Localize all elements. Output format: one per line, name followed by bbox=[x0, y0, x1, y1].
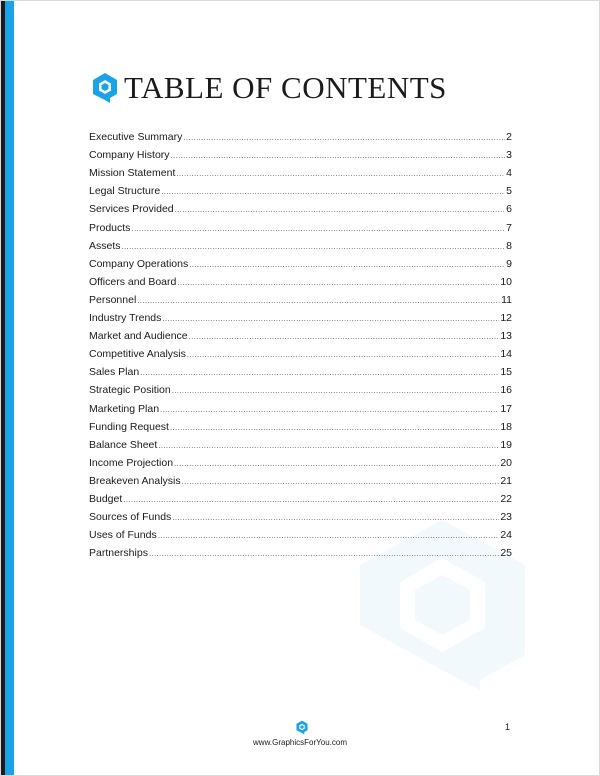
toc-entry[interactable] bbox=[89, 434, 512, 452]
toc-dot-leader bbox=[182, 476, 500, 488]
toc-entry[interactable] bbox=[89, 180, 512, 198]
toc-entry[interactable] bbox=[89, 343, 512, 361]
toc-entry-page-number: 3 bbox=[506, 149, 512, 162]
page-number: 1 bbox=[505, 722, 511, 732]
toc-dot-leader bbox=[160, 404, 499, 416]
toc-dot-leader bbox=[131, 223, 505, 235]
toc-entry[interactable] bbox=[89, 162, 512, 180]
toc-entry-page-number: 23 bbox=[500, 511, 512, 524]
toc-entry-label: Personnel bbox=[89, 293, 137, 306]
toc-entry[interactable] bbox=[89, 253, 512, 271]
toc-entry[interactable] bbox=[89, 452, 512, 470]
toc-dot-leader bbox=[172, 512, 499, 524]
left-edge-blue-stripe bbox=[5, 1, 14, 775]
toc-entry[interactable] bbox=[89, 506, 512, 524]
toc-entry[interactable] bbox=[89, 271, 512, 289]
toc-entry-label: Partnerships bbox=[89, 547, 148, 560]
toc-entry-page-number: 24 bbox=[500, 529, 512, 542]
toc-entry[interactable] bbox=[89, 235, 512, 253]
toc-dot-leader bbox=[175, 204, 506, 216]
toc-entry[interactable] bbox=[89, 307, 512, 325]
toc-entry-page-number: 16 bbox=[500, 384, 512, 397]
toc-entry-page-number: 13 bbox=[500, 330, 512, 343]
toc-entry-page-number: 6 bbox=[506, 203, 512, 216]
toc-entry-page-number: 15 bbox=[500, 366, 512, 379]
toc-entry-page-number: 5 bbox=[506, 185, 512, 198]
footer-website-url[interactable]: www.GraphicsForYou.com bbox=[253, 738, 347, 747]
toc-dot-leader bbox=[137, 295, 500, 307]
toc-entry-label: Executive Summary bbox=[89, 131, 183, 144]
toc-dot-leader bbox=[187, 349, 499, 361]
toc-entry[interactable] bbox=[89, 488, 512, 506]
toc-entry-label: Services Provided bbox=[89, 203, 174, 216]
toc-entry-page-number: 2 bbox=[506, 131, 512, 144]
toc-dot-leader bbox=[176, 168, 505, 180]
toc-entry[interactable] bbox=[89, 216, 512, 234]
toc-dot-leader bbox=[162, 313, 499, 325]
toc-entry[interactable] bbox=[89, 397, 512, 415]
toc-entry-page-number: 14 bbox=[500, 348, 512, 361]
toc-entry-page-number: 10 bbox=[500, 275, 512, 288]
toc-entry[interactable] bbox=[89, 198, 512, 216]
toc-entry-label: Budget bbox=[89, 492, 123, 505]
toc-entry[interactable] bbox=[89, 144, 512, 162]
toc-dot-leader bbox=[123, 494, 499, 506]
toc-entry-label: Assets bbox=[89, 239, 121, 252]
toc-dot-leader bbox=[189, 259, 505, 271]
toc-entry-label: Officers and Board bbox=[89, 275, 177, 288]
toc-entry-label: Income Projection bbox=[89, 456, 174, 469]
toc-dot-leader bbox=[170, 422, 499, 434]
toc-entry[interactable] bbox=[89, 470, 512, 488]
toc-dot-leader bbox=[149, 548, 499, 560]
toc-entry[interactable] bbox=[89, 416, 512, 434]
toc-entry-label: Marketing Plan bbox=[89, 402, 160, 415]
page-title: TABLE OF CONTENTS bbox=[124, 70, 447, 105]
toc-entry[interactable] bbox=[89, 325, 512, 343]
toc-entry-page-number: 7 bbox=[506, 221, 512, 234]
toc-dot-leader bbox=[158, 530, 500, 542]
toc-entry-page-number: 21 bbox=[500, 474, 512, 487]
toc-entry-page-number: 18 bbox=[500, 420, 512, 433]
toc-entry-label: Company History bbox=[89, 149, 170, 162]
hexagon-cube-logo-icon bbox=[92, 72, 118, 104]
toc-dot-leader bbox=[189, 331, 500, 343]
toc-entry-label: Sources of Funds bbox=[89, 511, 172, 524]
toc-dot-leader bbox=[174, 458, 499, 470]
toc-dot-leader bbox=[172, 385, 500, 397]
toc-entry-label: Competitive Analysis bbox=[89, 348, 186, 361]
toc-entry-label: Balance Sheet bbox=[89, 438, 158, 451]
footer-logo-icon bbox=[296, 720, 308, 735]
toc-entry[interactable] bbox=[89, 126, 512, 144]
toc-dot-leader bbox=[161, 186, 505, 198]
toc-entry-label: Legal Structure bbox=[89, 185, 161, 198]
toc-entry[interactable] bbox=[89, 379, 512, 397]
toc-entry-page-number: 25 bbox=[500, 547, 512, 560]
toc-dot-leader bbox=[171, 150, 506, 162]
toc-entry-label: Breakeven Analysis bbox=[89, 474, 181, 487]
toc-entry[interactable] bbox=[89, 542, 512, 560]
toc-entry-label: Uses of Funds bbox=[89, 529, 157, 542]
toc-entry-page-number: 8 bbox=[506, 239, 512, 252]
toc-entry-page-number: 22 bbox=[500, 492, 512, 505]
toc-entry-label: Funding Request bbox=[89, 420, 169, 433]
toc-entry-label: Products bbox=[89, 221, 131, 234]
toc-entry-page-number: 12 bbox=[500, 312, 512, 325]
toc-entry-label: Mission Statement bbox=[89, 167, 176, 180]
toc-entry-page-number: 19 bbox=[500, 438, 512, 451]
toc-entry-page-number: 11 bbox=[501, 293, 512, 306]
toc-dot-leader bbox=[158, 440, 499, 452]
toc-entry-label: Sales Plan bbox=[89, 366, 140, 379]
toc-entry-page-number: 17 bbox=[500, 402, 512, 415]
toc-dot-leader bbox=[140, 367, 499, 379]
toc-entry-label: Industry Trends bbox=[89, 312, 162, 325]
toc-dot-leader bbox=[122, 241, 506, 253]
toc-entry-page-number: 4 bbox=[506, 167, 512, 180]
toc-entry-page-number: 9 bbox=[506, 257, 512, 270]
toc-entry[interactable] bbox=[89, 361, 512, 379]
toc-dot-leader bbox=[177, 277, 499, 289]
toc-entry[interactable] bbox=[89, 524, 512, 542]
toc-entry-label: Strategic Position bbox=[89, 384, 171, 397]
toc-dot-leader bbox=[183, 132, 505, 144]
page-header bbox=[92, 70, 447, 106]
toc-entry-label: Market and Audience bbox=[89, 330, 188, 343]
toc-entry[interactable] bbox=[89, 289, 512, 307]
toc-entry-label: Company Operations bbox=[89, 257, 189, 270]
table-of-contents bbox=[89, 126, 512, 560]
toc-entry-page-number: 20 bbox=[500, 456, 512, 469]
